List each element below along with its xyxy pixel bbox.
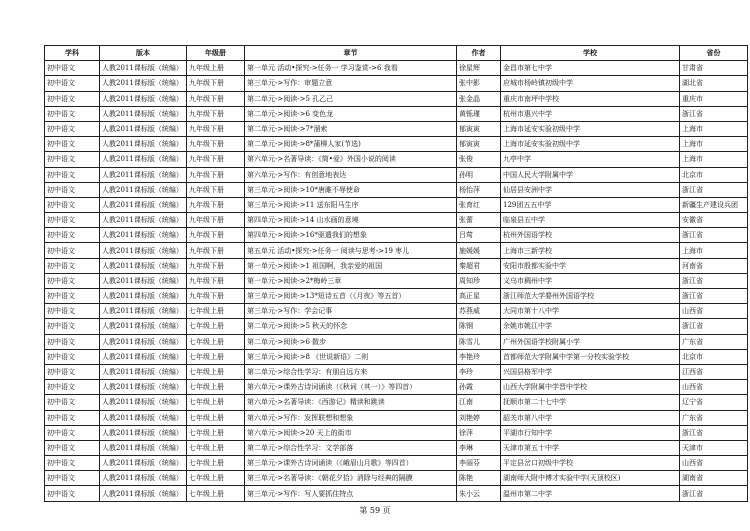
- cell-subject: 初中语文: [45, 486, 100, 501]
- cell-school: 上海市延安实验初级中学: [501, 121, 680, 136]
- cell-school: 义乌市稠州中学: [501, 273, 680, 288]
- cell-school: 重庆市南坪中学校: [501, 91, 680, 106]
- header-grade: 年级册: [187, 46, 245, 61]
- table-row: [45, 304, 748, 319]
- cell-grade: 七年级上册: [187, 304, 245, 319]
- cell-edition: 人教2011课标版（统编）: [100, 121, 187, 136]
- cell-chapter: 第六单元->写作：有创意地表达: [245, 167, 457, 182]
- table-row: [45, 364, 748, 379]
- cell-province: 上海市: [680, 137, 748, 152]
- cell-edition: 人教2011课标版（统编）: [100, 486, 187, 501]
- cell-subject: 初中语文: [45, 152, 100, 167]
- cell-chapter: 第六单元->课外古诗词诵读（《秋词（其一）》等四首）: [245, 380, 457, 395]
- cell-edition: 人教2011课标版（统编）: [100, 106, 187, 121]
- cell-school: 湖南师大附中博才实验中学(天顶校区): [501, 471, 680, 486]
- cell-author: 徐萍: [457, 425, 501, 440]
- cell-author: 杨怡萍: [457, 182, 501, 197]
- cell-subject: 初中语文: [45, 395, 100, 410]
- cell-province: 湖北省: [680, 76, 748, 91]
- cell-subject: 初中语文: [45, 410, 100, 425]
- cell-school: 首都师范大学附属中学第一分校实验学校: [501, 349, 680, 364]
- cell-province: 天津市: [680, 440, 748, 455]
- cell-school: 大同市第十八中学: [501, 304, 680, 319]
- cell-author: 陈钢: [457, 319, 501, 334]
- cell-province: 浙江省: [680, 425, 748, 440]
- cell-subject: 初中语文: [45, 121, 100, 136]
- cell-chapter: 第一单元->阅读->1 祖国啊，我亲爱的祖国: [245, 258, 457, 273]
- cell-author: 张中影: [457, 76, 501, 91]
- cell-subject: 初中语文: [45, 440, 100, 455]
- cell-grade: 九年级下册: [187, 228, 245, 243]
- cell-province: 浙江省: [680, 106, 748, 121]
- cell-grade: 七年级上册: [187, 395, 245, 410]
- cell-province: 上海市: [680, 121, 748, 136]
- table-row: [45, 76, 748, 91]
- cell-school: 抚顺市第二十七中学: [501, 395, 680, 410]
- cell-edition: 人教2011课标版（统编）: [100, 410, 187, 425]
- cell-province: 浙江省: [680, 182, 748, 197]
- cell-province: 浙江省: [680, 273, 748, 288]
- table-row: [45, 425, 748, 440]
- cell-grade: 九年级下册: [187, 273, 245, 288]
- cell-province: 广东省: [680, 410, 748, 425]
- cell-chapter: 第一单元 活动•探究->任务一 学习鉴赏->6 我看: [245, 61, 457, 76]
- cell-subject: 初中语文: [45, 273, 100, 288]
- cell-edition: 人教2011课标版（统编）: [100, 258, 187, 273]
- table-row: [45, 395, 748, 410]
- cell-province: 安徽省: [680, 213, 748, 228]
- table-row: [45, 167, 748, 182]
- cell-author: 张金晶: [457, 91, 501, 106]
- cell-province: 湖南省: [680, 471, 748, 486]
- cell-grade: 七年级上册: [187, 319, 245, 334]
- cell-edition: 人教2011课标版（统编）: [100, 364, 187, 379]
- data-table: [44, 45, 748, 502]
- cell-chapter: 第二单元->阅读->7*溜索: [245, 121, 457, 136]
- cell-subject: 初中语文: [45, 213, 100, 228]
- cell-author: 孙明: [457, 167, 501, 182]
- cell-province: 甘肃省: [680, 61, 748, 76]
- cell-author: 秦超君: [457, 258, 501, 273]
- cell-subject: 初中语文: [45, 243, 100, 258]
- cell-grade: 九年级下册: [187, 197, 245, 212]
- cell-subject: 初中语文: [45, 61, 100, 76]
- cell-chapter: 第三单元->写作：审题立意: [245, 76, 457, 91]
- cell-chapter: 第六单元->写作：发挥联想和想象: [245, 410, 457, 425]
- cell-chapter: 第二单元->阅读->5 孔乙己: [245, 91, 457, 106]
- header-chapter: 章节: [245, 46, 457, 61]
- table-row: [45, 106, 748, 121]
- cell-grade: 七年级上册: [187, 456, 245, 471]
- cell-subject: 初中语文: [45, 106, 100, 121]
- cell-edition: 人教2011课标版（统编）: [100, 456, 187, 471]
- cell-chapter: 第三单元->课外古诗词诵读（《峨眉山月歌》等四首）: [245, 456, 457, 471]
- table-row: [45, 213, 748, 228]
- cell-edition: 人教2011课标版（统编）: [100, 167, 187, 182]
- cell-school: 兴国县格军中学: [501, 364, 680, 379]
- cell-province: 浙江省: [680, 289, 748, 304]
- cell-chapter: 第三单元->写作：写人要抓住特点: [245, 486, 457, 501]
- cell-chapter: 第三单元->名著导读：《朝花夕拾》消除与经典的隔膜: [245, 471, 457, 486]
- cell-subject: 初中语文: [45, 182, 100, 197]
- cell-chapter: 第二单元->综合性学习：有朋自远方来: [245, 364, 457, 379]
- table-row: [45, 380, 748, 395]
- cell-author: 李艳玲: [457, 349, 501, 364]
- cell-province: 北京市: [680, 349, 748, 364]
- cell-subject: 初中语文: [45, 364, 100, 379]
- table-row: [45, 243, 748, 258]
- table-row: [45, 197, 748, 212]
- cell-grade: 七年级上册: [187, 364, 245, 379]
- cell-school: 广州外国语学校附属小学: [501, 334, 680, 349]
- cell-province: 山西省: [680, 456, 748, 471]
- table-row: [45, 137, 748, 152]
- cell-subject: 初中语文: [45, 456, 100, 471]
- cell-author: 朱小云: [457, 486, 501, 501]
- table-row: [45, 121, 748, 136]
- cell-grade: 九年级上册: [187, 61, 245, 76]
- cell-province: 上海市: [680, 243, 748, 258]
- cell-subject: 初中语文: [45, 137, 100, 152]
- cell-subject: 初中语文: [45, 380, 100, 395]
- page-number: 第 59 页: [359, 506, 391, 515]
- table-row: [45, 456, 748, 471]
- cell-province: 浙江省: [680, 319, 748, 334]
- cell-grade: 九年级下册: [187, 76, 245, 91]
- cell-school: 杭州市惠兴中学: [501, 106, 680, 121]
- table-row: [45, 273, 748, 288]
- cell-subject: 初中语文: [45, 167, 100, 182]
- cell-grade: 七年级上册: [187, 334, 245, 349]
- cell-chapter: 第三单元->阅读->13*短诗五首（《月夜》等五首）: [245, 289, 457, 304]
- cell-subject: 初中语文: [45, 228, 100, 243]
- cell-school: 浙江师范大学婺州外国语学校: [501, 289, 680, 304]
- cell-author: 江南: [457, 395, 501, 410]
- table-row: [45, 410, 748, 425]
- cell-school: 余姚市姚江中学: [501, 319, 680, 334]
- cell-chapter: 第六单元->阅读->20 天上的街市: [245, 425, 457, 440]
- cell-subject: 初中语文: [45, 289, 100, 304]
- cell-school: 温州市第二中学: [501, 486, 680, 501]
- cell-subject: 初中语文: [45, 425, 100, 440]
- cell-school: 应城市杨岭镇初级中学: [501, 76, 680, 91]
- cell-author: 高正星: [457, 289, 501, 304]
- cell-subject: 初中语文: [45, 304, 100, 319]
- cell-author: 周知珍: [457, 273, 501, 288]
- cell-grade: 七年级上册: [187, 410, 245, 425]
- cell-author: 陈雪儿: [457, 334, 501, 349]
- cell-school: 129团五五中学: [501, 197, 680, 212]
- cell-edition: 人教2011课标版（统编）: [100, 61, 187, 76]
- cell-chapter: 第三单元->阅读->10*唐雎不辱使命: [245, 182, 457, 197]
- cell-edition: 人教2011课标版（统编）: [100, 91, 187, 106]
- cell-subject: 初中语文: [45, 91, 100, 106]
- cell-edition: 人教2011课标版（统编）: [100, 273, 187, 288]
- cell-subject: 初中语文: [45, 76, 100, 91]
- cell-grade: 九年级下册: [187, 243, 245, 258]
- cell-edition: 人教2011课标版（统编）: [100, 76, 187, 91]
- header-row: [45, 46, 748, 61]
- table-row: [45, 440, 748, 455]
- cell-province: 新疆生产建设兵团: [680, 197, 748, 212]
- cell-grade: 九年级下册: [187, 182, 245, 197]
- cell-edition: 人教2011课标版（统编）: [100, 289, 187, 304]
- cell-edition: 人教2011课标版（统编）: [100, 425, 187, 440]
- cell-chapter: 第三单元->写作：学会记事: [245, 304, 457, 319]
- table-row: [45, 258, 748, 273]
- cell-grade: 七年级上册: [187, 486, 245, 501]
- table-row: [45, 182, 748, 197]
- cell-edition: 人教2011课标版（统编）: [100, 228, 187, 243]
- cell-chapter: 第六单元->名著导读：《西游记》精读和跳读: [245, 395, 457, 410]
- table-row: [45, 471, 748, 486]
- cell-school: 上海市延安实验初级中学: [501, 137, 680, 152]
- cell-school: 山西大学附属中学晋中学校: [501, 380, 680, 395]
- cell-chapter: 第四单元->阅读->16*驱遣我们的想象: [245, 228, 457, 243]
- cell-author: 张育红: [457, 197, 501, 212]
- cell-subject: 初中语文: [45, 349, 100, 364]
- cell-grade: 九年级下册: [187, 121, 245, 136]
- cell-subject: 初中语文: [45, 319, 100, 334]
- cell-author: 郁寅寅: [457, 121, 501, 136]
- cell-author: 李丽芬: [457, 456, 501, 471]
- cell-chapter: 第三单元->阅读->11 送东阳马生序: [245, 197, 457, 212]
- cell-grade: 七年级上册: [187, 425, 245, 440]
- cell-school: 安阳市殷都实验中学: [501, 258, 680, 273]
- cell-author: 李琳: [457, 440, 501, 455]
- cell-school: 天津市第五十中学: [501, 440, 680, 455]
- cell-school: 金昌市第七中学: [501, 61, 680, 76]
- cell-grade: 七年级上册: [187, 471, 245, 486]
- cell-chapter: 第六单元->名著导读：《简•爱》外国小说的阅读: [245, 152, 457, 167]
- header-school: 学校: [501, 46, 680, 61]
- header-edition: 版本: [100, 46, 187, 61]
- cell-edition: 人教2011课标版（统编）: [100, 440, 187, 455]
- cell-grade: 九年级下册: [187, 152, 245, 167]
- table-row: [45, 91, 748, 106]
- cell-author: 孙霞: [457, 380, 501, 395]
- cell-edition: 人教2011课标版（统编）: [100, 213, 187, 228]
- cell-chapter: 第三单元->阅读->8 《世说新语》二则: [245, 349, 457, 364]
- cell-edition: 人教2011课标版（统编）: [100, 152, 187, 167]
- cell-edition: 人教2011课标版（统编）: [100, 334, 187, 349]
- cell-province: 北京市: [680, 167, 748, 182]
- cell-author: 吕莺: [457, 228, 501, 243]
- cell-province: 江西省: [680, 364, 748, 379]
- cell-grade: 九年级下册: [187, 167, 245, 182]
- cell-edition: 人教2011课标版（统编）: [100, 380, 187, 395]
- cell-school: 平定县岔口初级中学校: [501, 456, 680, 471]
- cell-author: 张俊: [457, 152, 501, 167]
- cell-edition: 人教2011课标版（统编）: [100, 137, 187, 152]
- cell-edition: 人教2011课标版（统编）: [100, 243, 187, 258]
- cell-edition: 人教2011课标版（统编）: [100, 349, 187, 364]
- cell-grade: 七年级上册: [187, 380, 245, 395]
- cell-grade: 九年级下册: [187, 213, 245, 228]
- table-row: [45, 334, 748, 349]
- cell-chapter: 第二单元->阅读->6 散步: [245, 334, 457, 349]
- cell-school: 韶关市第八中学: [501, 410, 680, 425]
- cell-grade: 九年级下册: [187, 258, 245, 273]
- cell-chapter: 第四单元->阅读->14 山水画的意境: [245, 213, 457, 228]
- table-row: [45, 486, 748, 501]
- cell-author: 黄铄瑾: [457, 106, 501, 121]
- cell-grade: 九年级下册: [187, 289, 245, 304]
- cell-author: 郁寅寅: [457, 137, 501, 152]
- cell-province: 山西省: [680, 304, 748, 319]
- cell-school: 九亭中学: [501, 152, 680, 167]
- cell-province: 辽宁省: [680, 395, 748, 410]
- cell-school: 平湖市行知中学: [501, 425, 680, 440]
- cell-edition: 人教2011课标版（统编）: [100, 471, 187, 486]
- cell-grade: 九年级下册: [187, 137, 245, 152]
- cell-school: 杭州外国语学校: [501, 228, 680, 243]
- table-row: [45, 319, 748, 334]
- cell-school: 中国人民大学附属中学: [501, 167, 680, 182]
- cell-school: 临泉县五中学: [501, 213, 680, 228]
- cell-chapter: 第二单元->阅读->5 秋天的怀念: [245, 319, 457, 334]
- cell-author: 苏燕威: [457, 304, 501, 319]
- cell-chapter: 第二单元->阅读->8*蒲柳人家(节选): [245, 137, 457, 152]
- cell-chapter: 第五单元 活动•探究->任务一 阅读与思考->19 枣儿: [245, 243, 457, 258]
- header-author: 作者: [457, 46, 501, 61]
- header-province: 省份: [680, 46, 748, 61]
- cell-province: 重庆市: [680, 91, 748, 106]
- cell-edition: 人教2011课标版（统编）: [100, 182, 187, 197]
- cell-school: 上海市三新学校: [501, 243, 680, 258]
- cell-subject: 初中语文: [45, 471, 100, 486]
- table-row: [45, 349, 748, 364]
- cell-author: 徐星辉: [457, 61, 501, 76]
- cell-subject: 初中语文: [45, 197, 100, 212]
- cell-chapter: 第一单元->阅读->2*梅岭三章: [245, 273, 457, 288]
- cell-province: 广东省: [680, 334, 748, 349]
- cell-chapter: 第二单元->综合性学习：文学部落: [245, 440, 457, 455]
- table-row: [45, 61, 748, 76]
- cell-author: 刘艳婷: [457, 410, 501, 425]
- cell-chapter: 第二单元->阅读->6 变色龙: [245, 106, 457, 121]
- cell-province: 山西省: [680, 380, 748, 395]
- cell-author: 李玲: [457, 364, 501, 379]
- cell-edition: 人教2011课标版（统编）: [100, 197, 187, 212]
- cell-subject: 初中语文: [45, 258, 100, 273]
- table-row: [45, 228, 748, 243]
- cell-author: 陈艳: [457, 471, 501, 486]
- cell-grade: 七年级上册: [187, 349, 245, 364]
- cell-author: 施媛媛: [457, 243, 501, 258]
- cell-edition: 人教2011课标版（统编）: [100, 304, 187, 319]
- cell-province: 浙江省: [680, 228, 748, 243]
- cell-province: 河南省: [680, 258, 748, 273]
- cell-author: 张蕾: [457, 213, 501, 228]
- cell-subject: 初中语文: [45, 334, 100, 349]
- table-row: [45, 152, 748, 167]
- cell-grade: 九年级下册: [187, 106, 245, 121]
- cell-edition: 人教2011课标版（统编）: [100, 395, 187, 410]
- cell-province: 浙江省: [680, 486, 748, 501]
- cell-province: 上海市: [680, 152, 748, 167]
- cell-school: 仙居县安洲中学: [501, 182, 680, 197]
- header-subject: 学科: [45, 46, 100, 61]
- table-row: [45, 289, 748, 304]
- cell-grade: 七年级上册: [187, 440, 245, 455]
- cell-edition: 人教2011课标版（统编）: [100, 319, 187, 334]
- cell-grade: 九年级下册: [187, 91, 245, 106]
